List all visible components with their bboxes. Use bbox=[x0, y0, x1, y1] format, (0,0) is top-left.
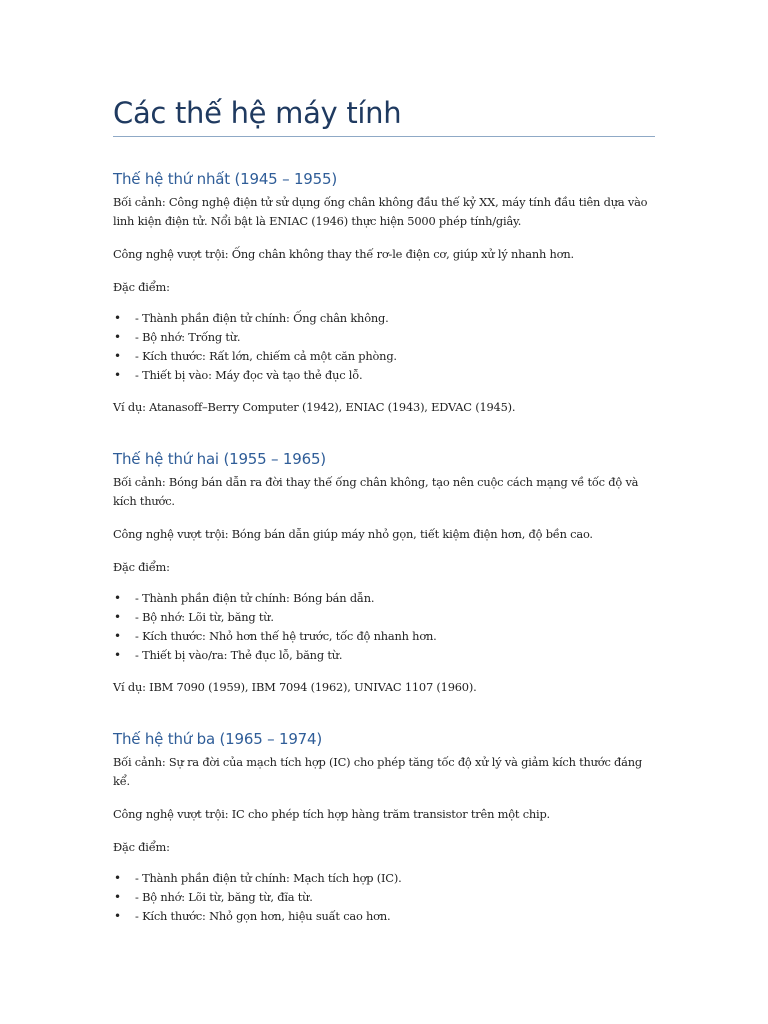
list-item-text: - Thành phần điện tử chính: Mạch tích hợp (IC). bbox=[135, 871, 402, 885]
bullet-icon: • bbox=[114, 648, 121, 662]
bullet-icon: • bbox=[114, 368, 121, 382]
bullet-icon: • bbox=[114, 311, 121, 325]
page-title: Các thế hệ máy tính bbox=[113, 96, 655, 137]
features-label: Đặc điểm: bbox=[113, 840, 170, 854]
section-heading: Thế hệ thứ nhất (1945 – 1955) bbox=[113, 170, 337, 188]
list-item-text: - Bộ nhớ: Trống từ. bbox=[135, 330, 241, 344]
examples-paragraph: Ví dụ: Atanasoff–Berry Computer (1942), ENIAC (1943), EDVAC (1945). bbox=[113, 400, 516, 414]
list-item-text: - Thành phần điện tử chính: Ống chân không. bbox=[135, 311, 389, 325]
section-heading: Thế hệ thứ hai (1955 – 1965) bbox=[113, 450, 326, 468]
list-item bbox=[113, 328, 655, 347]
list-item-text: - Thiết bị vào: Máy đọc và tạo thẻ đục lỗ. bbox=[135, 368, 363, 382]
list-item bbox=[113, 347, 655, 366]
list-item bbox=[113, 366, 655, 385]
context-paragraph: Bối cảnh: Công nghệ điện tử sử dụng ống chân không đầu thế kỷ XX, máy tính đầu tiên dựa vào linh kiện điện tử. Nổi bật là ENIAC (1946) thực hiện 5000 phép tính/giây. bbox=[113, 195, 648, 228]
tech-paragraph: Công nghệ vượt trội: IC cho phép tích hợp hàng trăm transistor trên một chip. bbox=[113, 807, 550, 821]
bullet-icon: • bbox=[114, 330, 121, 344]
examples-paragraph: Ví dụ: IBM 7090 (1959), IBM 7094 (1962), UNIVAC 1107 (1960). bbox=[113, 680, 477, 694]
list-item-text: - Kích thước: Rất lớn, chiếm cả một căn phòng. bbox=[135, 349, 397, 363]
bullet-icon: • bbox=[114, 591, 121, 605]
section-heading: Thế hệ thứ ba (1965 – 1974) bbox=[113, 730, 323, 748]
section-second-generation bbox=[113, 450, 655, 697]
context-paragraph: Bối cảnh: Bóng bán dẫn ra đời thay thế ống chân không, tạo nên cuộc cách mạng về tốc độ và kích thước. bbox=[113, 475, 639, 508]
list-item bbox=[113, 309, 655, 328]
features-list bbox=[113, 589, 655, 665]
tech-paragraph: Công nghệ vượt trội: Bóng bán dẫn giúp máy nhỏ gọn, tiết kiệm điện hơn, độ bền cao. bbox=[113, 527, 593, 541]
tech-paragraph: Công nghệ vượt trội: Ống chân không thay thế rơ-le điện cơ, giúp xử lý nhanh hơn. bbox=[113, 247, 574, 261]
features-label: Đặc điểm: bbox=[113, 280, 170, 294]
list-item bbox=[113, 589, 655, 608]
list-item bbox=[113, 646, 655, 665]
features-list bbox=[113, 309, 655, 385]
list-item-text: - Bộ nhớ: Lõi từ, băng từ. bbox=[135, 610, 274, 624]
document-body bbox=[113, 96, 655, 939]
section-third-generation bbox=[113, 730, 655, 926]
list-item bbox=[113, 888, 655, 907]
list-item-text: - Kích thước: Nhỏ hơn thế hệ trước, tốc độ nhanh hơn. bbox=[135, 629, 437, 643]
list-item bbox=[113, 627, 655, 646]
bullet-icon: • bbox=[114, 890, 121, 904]
list-item bbox=[113, 907, 655, 926]
bullet-icon: • bbox=[114, 629, 121, 643]
list-item-text: - Thiết bị vào/ra: Thẻ đục lỗ, băng từ. bbox=[135, 648, 343, 662]
list-item-text: - Bộ nhớ: Lõi từ, băng từ, đĩa từ. bbox=[135, 890, 313, 904]
bullet-icon: • bbox=[114, 610, 121, 624]
list-item-text: - Thành phần điện tử chính: Bóng bán dẫn. bbox=[135, 591, 375, 605]
features-label: Đặc điểm: bbox=[113, 560, 170, 574]
section-first-generation bbox=[113, 170, 655, 417]
bullet-icon: • bbox=[114, 871, 121, 885]
list-item bbox=[113, 869, 655, 888]
features-list bbox=[113, 869, 655, 926]
bullet-icon: • bbox=[114, 909, 121, 923]
context-paragraph: Bối cảnh: Sự ra đời của mạch tích hợp (IC) cho phép tăng tốc độ xử lý và giảm kích thước đáng kể. bbox=[113, 755, 642, 788]
list-item bbox=[113, 608, 655, 627]
bullet-icon: • bbox=[114, 349, 121, 363]
list-item-text: - Kích thước: Nhỏ gọn hơn, hiệu suất cao hơn. bbox=[135, 909, 391, 923]
